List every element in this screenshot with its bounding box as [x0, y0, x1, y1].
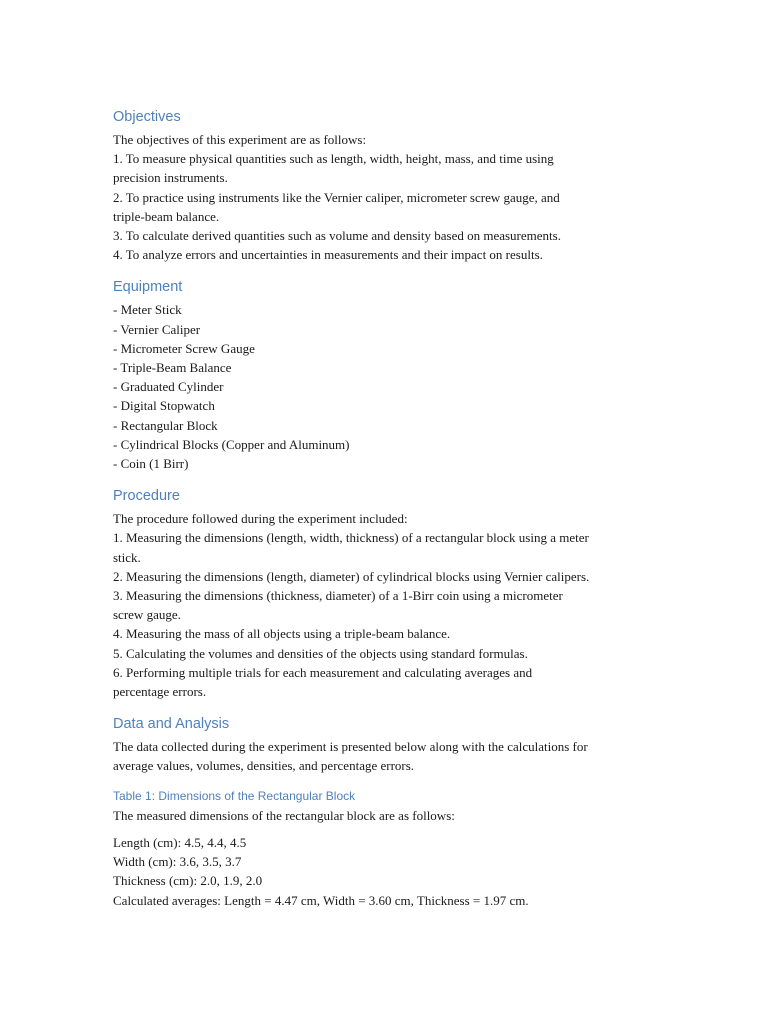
objectives-line: 3. To calculate derived quantities such as volume and density based on measurements.	[113, 228, 561, 244]
procedure-line: screw gauge.	[113, 607, 181, 623]
equipment-item: - Micrometer Screw Gauge	[113, 340, 255, 356]
equipment-item: - Graduated Cylinder	[113, 379, 224, 395]
objectives-line: 1. To measure physical quantities such as length, width, height, mass, and time using	[113, 151, 554, 167]
objectives-line: 2. To practice using instruments like the Vernier caliper, micrometer screw gauge, and	[113, 189, 560, 205]
procedure-line: 1. Measuring the dimensions (length, width, thickness) of a rectangular block using a meter	[113, 530, 589, 546]
table1-heading: Table 1: Dimensions of the Rectangular Block	[113, 788, 356, 803]
procedure-section	[113, 483, 658, 701]
objectives-line: precision instruments.	[113, 170, 228, 186]
procedure-line: The procedure followed during the experiment included:	[113, 511, 408, 527]
data-analysis-section	[113, 711, 658, 775]
procedure-line: stick.	[113, 549, 141, 565]
objectives-section	[113, 104, 658, 264]
procedure-line: 2. Measuring the dimensions (length, diameter) of cylindrical blocks using Vernier calipers.	[113, 568, 590, 584]
data-analysis-line: The data collected during the experiment is presented below along with the calculations for	[113, 739, 588, 755]
equipment-item: - Meter Stick	[113, 302, 182, 318]
table1-intro: The measured dimensions of the rectangular block are as follows:	[113, 807, 455, 823]
data-analysis-heading: Data and Analysis	[113, 716, 230, 733]
procedure-line: 5. Calculating the volumes and densities of the objects using standard formulas.	[113, 645, 528, 661]
objectives-line: triple-beam balance.	[113, 208, 220, 224]
data-analysis-line: average values, volumes, densities, and percentage errors.	[113, 758, 415, 774]
procedure-line: 6. Performing multiple trials for each measurement and calculating averages and	[113, 664, 533, 680]
procedure-line: 4. Measuring the mass of all objects using a triple-beam balance.	[113, 626, 451, 642]
equipment-heading: Equipment	[113, 279, 183, 296]
table1-section	[113, 786, 658, 910]
objectives-line: 4. To analyze errors and uncertainties in measurements and their impact on results.	[113, 247, 543, 263]
procedure-line: 3. Measuring the dimensions (thickness, diameter) of a 1-Birr coin using a micrometer	[113, 588, 563, 604]
equipment-item: - Cylindrical Blocks (Copper and Aluminum)	[113, 436, 350, 452]
objectives-line: The objectives of this experiment are as follows:	[113, 132, 367, 147]
table1-line: Thickness (cm): 2.0, 1.9, 2.0	[113, 873, 263, 889]
equipment-item: - Digital Stopwatch	[113, 398, 215, 414]
equipment-item: - Triple-Beam Balance	[113, 360, 232, 376]
equipment-section	[113, 274, 658, 473]
equipment-item: - Rectangular Block	[113, 417, 218, 433]
table1-line: Calculated averages: Length = 4.47 cm, Width = 3.60 cm, Thickness = 1.97 cm.	[113, 892, 529, 908]
procedure-line: percentage errors.	[113, 684, 207, 700]
equipment-item: - Coin (1 Birr)	[113, 456, 189, 472]
procedure-heading: Procedure	[113, 488, 180, 505]
document-page	[113, 104, 658, 910]
objectives-heading: Objectives	[113, 109, 181, 125]
equipment-item: - Vernier Caliper	[113, 321, 201, 337]
table1-line: Length (cm): 4.5, 4.4, 4.5	[113, 834, 247, 850]
table1-line: Width (cm): 3.6, 3.5, 3.7	[113, 854, 242, 870]
